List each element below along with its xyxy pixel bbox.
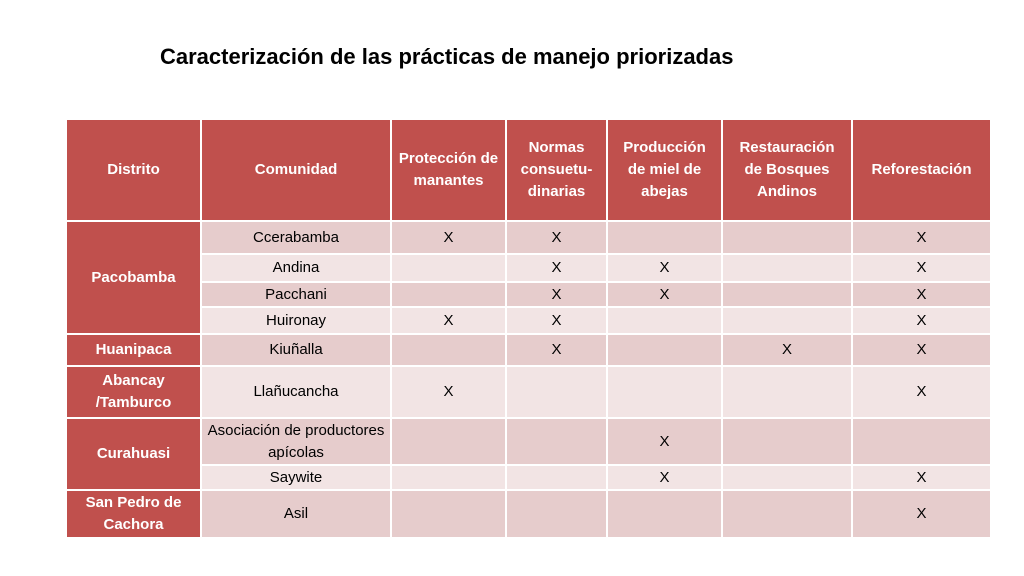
table-row bbox=[66, 465, 991, 490]
header-restauracion: Restauración de Bosques Andinos bbox=[722, 119, 852, 221]
table-row bbox=[66, 307, 991, 334]
reforestacion-cell: X bbox=[852, 465, 991, 490]
restauracion-cell bbox=[722, 221, 852, 254]
produccion-cell bbox=[607, 490, 722, 538]
normas-cell bbox=[506, 490, 607, 538]
proteccion-cell bbox=[391, 254, 506, 282]
restauracion-cell bbox=[722, 366, 852, 418]
produccion-cell: X bbox=[607, 282, 722, 307]
reforestacion-cell: X bbox=[852, 307, 991, 334]
district-cell: Huanipaca bbox=[66, 334, 201, 366]
reforestacion-cell: X bbox=[852, 490, 991, 538]
district-cell: San Pedro de Cachora bbox=[66, 490, 201, 538]
restauracion-cell bbox=[722, 307, 852, 334]
comunidad-cell: Pacchani bbox=[201, 282, 391, 307]
comunidad-cell: Huironay bbox=[201, 307, 391, 334]
reforestacion-cell bbox=[852, 418, 991, 465]
restauracion-cell bbox=[722, 490, 852, 538]
district-cell: Abancay /Tamburco bbox=[66, 366, 201, 418]
reforestacion-cell: X bbox=[852, 282, 991, 307]
normas-cell bbox=[506, 418, 607, 465]
reforestacion-cell: X bbox=[852, 334, 991, 366]
normas-cell: X bbox=[506, 254, 607, 282]
proteccion-cell bbox=[391, 465, 506, 490]
normas-cell bbox=[506, 465, 607, 490]
reforestacion-cell: X bbox=[852, 221, 991, 254]
header-comunidad: Comunidad bbox=[201, 119, 391, 221]
produccion-cell bbox=[607, 307, 722, 334]
produccion-cell: X bbox=[607, 254, 722, 282]
produccion-cell: X bbox=[607, 418, 722, 465]
comunidad-cell: Ccerabamba bbox=[201, 221, 391, 254]
proteccion-cell bbox=[391, 418, 506, 465]
header-reforestacion: Reforestación bbox=[852, 119, 991, 221]
comunidad-cell: Llañucancha bbox=[201, 366, 391, 418]
restauracion-cell bbox=[722, 418, 852, 465]
district-cell: Curahuasi bbox=[66, 418, 201, 490]
table-row bbox=[66, 418, 991, 465]
header-proteccion: Protección de manantes bbox=[391, 119, 506, 221]
table-row bbox=[66, 334, 991, 366]
produccion-cell bbox=[607, 221, 722, 254]
proteccion-cell: X bbox=[391, 221, 506, 254]
reforestacion-cell: X bbox=[852, 366, 991, 418]
proteccion-cell: X bbox=[391, 307, 506, 334]
comunidad-cell: Asociación de productores apícolas bbox=[201, 418, 391, 465]
proteccion-cell bbox=[391, 282, 506, 307]
comunidad-cell: Asil bbox=[201, 490, 391, 538]
proteccion-cell: X bbox=[391, 366, 506, 418]
produccion-cell bbox=[607, 366, 722, 418]
restauracion-cell bbox=[722, 465, 852, 490]
normas-cell: X bbox=[506, 307, 607, 334]
page-title: Caracterización de las prácticas de manejo priorizadas bbox=[160, 44, 734, 69]
header-produccion: Producción de miel de abejas bbox=[607, 119, 722, 221]
district-cell: Pacobamba bbox=[66, 221, 201, 334]
header-normas: Normas consuetu- dinarias bbox=[506, 119, 607, 221]
normas-cell: X bbox=[506, 334, 607, 366]
produccion-cell bbox=[607, 334, 722, 366]
table-row bbox=[66, 254, 991, 282]
header-distrito: Distrito bbox=[66, 119, 201, 221]
normas-cell: X bbox=[506, 221, 607, 254]
table-row bbox=[66, 490, 991, 538]
proteccion-cell bbox=[391, 334, 506, 366]
comunidad-cell: Kiuñalla bbox=[201, 334, 391, 366]
produccion-cell: X bbox=[607, 465, 722, 490]
comunidad-cell: Saywite bbox=[201, 465, 391, 490]
practices-table bbox=[65, 118, 992, 539]
restauracion-cell: X bbox=[722, 334, 852, 366]
table-row bbox=[66, 221, 991, 254]
restauracion-cell bbox=[722, 254, 852, 282]
reforestacion-cell: X bbox=[852, 254, 991, 282]
proteccion-cell bbox=[391, 490, 506, 538]
normas-cell: X bbox=[506, 282, 607, 307]
table-row bbox=[66, 282, 991, 307]
table-row bbox=[66, 366, 991, 418]
table-header-row bbox=[66, 119, 991, 221]
comunidad-cell: Andina bbox=[201, 254, 391, 282]
restauracion-cell bbox=[722, 282, 852, 307]
normas-cell bbox=[506, 366, 607, 418]
